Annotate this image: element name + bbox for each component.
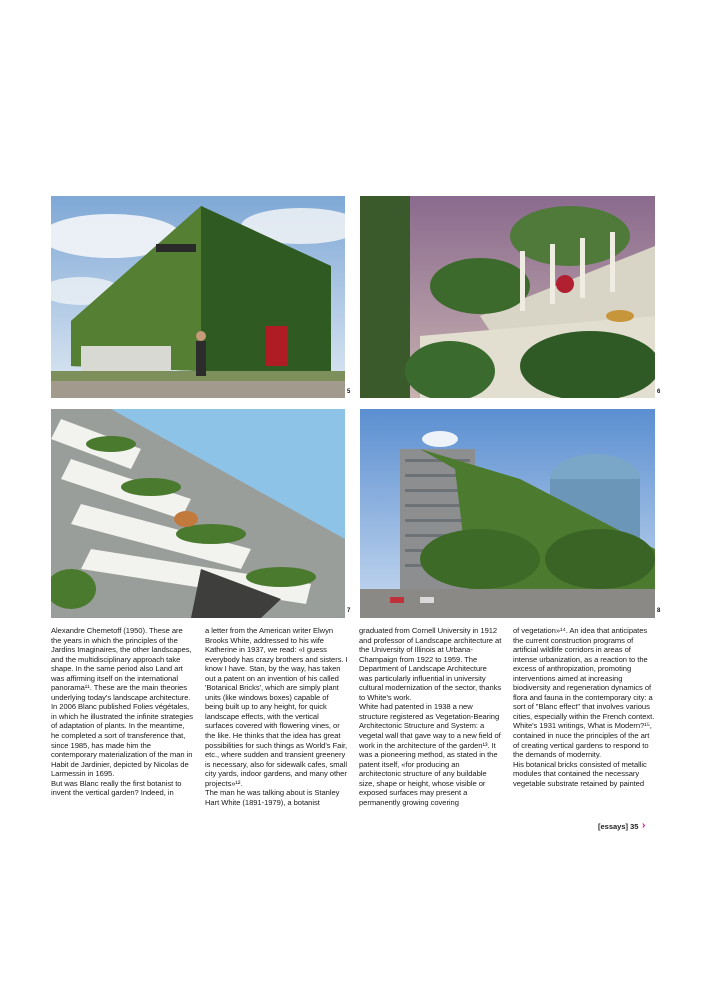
- figure-7-photo: [51, 409, 345, 618]
- paragraph: White had patented in 1938 a new structure registered as Vegetation-Bearing Architectonic Structure and System: a vegetal wall that gave way to a new field of work in the architecture of the garden¹³. It was a pioneering method, as stated in the patent itself, «for producing an architectonic structure of any buildable size, shape or height, whose visible or exposed surfaces may present a permanently growing covering: [359, 702, 501, 807]
- figure-7-number: 7: [347, 608, 351, 614]
- paragraph: In 2006 Blanc published Folies végétales, in which he illustrated the infinite strategies of adaptation of plants. In the meantime, he completed a sort of transference that, since 1985, has made him the contemporary materialization of the man in Habit de Jardinier, depicted by Nicolas de Larmessin in 1695.: [51, 702, 194, 779]
- section-label: [essays]: [598, 822, 629, 831]
- paragraph: Alexandre Chemetoff (1950). These are the years in which the principles of the Jardins Imaginaires, the other landscapes, and the multidisciplinary approach take shape. In the same period also Land art was affirming itself on the international panorama¹¹. These are the main theories underlying today's landscape architecture.: [51, 626, 192, 702]
- paragraph: White's 1931 writings, What is Modern?¹⁵, contained in nuce the principles of the art of creating vertical gardens to respond to the demands of modernity.: [513, 721, 652, 760]
- page-footer: [598, 822, 638, 831]
- next-page-arrow-icon[interactable]: ›: [642, 820, 646, 831]
- figure-8-number: 8: [657, 608, 661, 614]
- figure-5-number: 5: [347, 389, 351, 395]
- figure-6-photo: [360, 196, 655, 398]
- paragraph: The man he was talking about is Stanley Hart White (1891-1979), a botanist: [205, 788, 340, 807]
- paragraph: His botanical bricks consisted of metallic modules that contained the necessary vegetable substrate retained by painted: [513, 759, 647, 788]
- paragraph: of vegetation»¹⁴. An idea that anticipates the current construction programs of artificial wildlife corridors in areas of intense urbanization, as a reaction to the excess of anthropization, promoting interventions aimed at increasing biodiversity and regeneration dynamics of flora and fauna in the contemporary city: a sort of "Blanc effect" that involves various cities, especially within the French context.: [513, 626, 655, 721]
- page-number: 35: [630, 822, 639, 831]
- paragraph: But was Blanc really the first botanist to invent the vertical garden? Indeed, in: [51, 778, 182, 798]
- figure-8-photo: [360, 409, 655, 618]
- text-column-1: [51, 626, 194, 798]
- paragraph: a letter from the American writer Elwyn Brooks White, addressed to his wife Katherine in 1937, we read: «I guess everybody has crazy brothers and sisters. I know I have. Stan, by the way, has taken out a patent on an invention of his called 'Botanical Bricks', which are simply plant units (like windows boxes) capable of being built up to any height, for quick landscape effects, with the vertical surfaces covered with flowering vines, or the like. He thinks that the idea has great possibilities for such things as World's Fair, etc., where sudden and transient greenery is necessary, also for sidewalk cafes, small city yards, indoor gardens, and many other projects»¹².: [205, 626, 348, 788]
- paragraph: graduated from Cornell University in 1912 and professor of Landscape architecture at the University of Illinois at Urbana-Champaign from 1922 to 1959. The Department of Landscape Architecture was particularly influential in university cultural modernization of the sector, thanks to White's work.: [359, 626, 502, 702]
- text-column-3: [359, 626, 502, 807]
- figure-6-number: 6: [657, 389, 661, 395]
- figure-5-photo: [51, 196, 345, 398]
- text-column-2: [205, 626, 348, 807]
- text-column-4: [513, 626, 656, 788]
